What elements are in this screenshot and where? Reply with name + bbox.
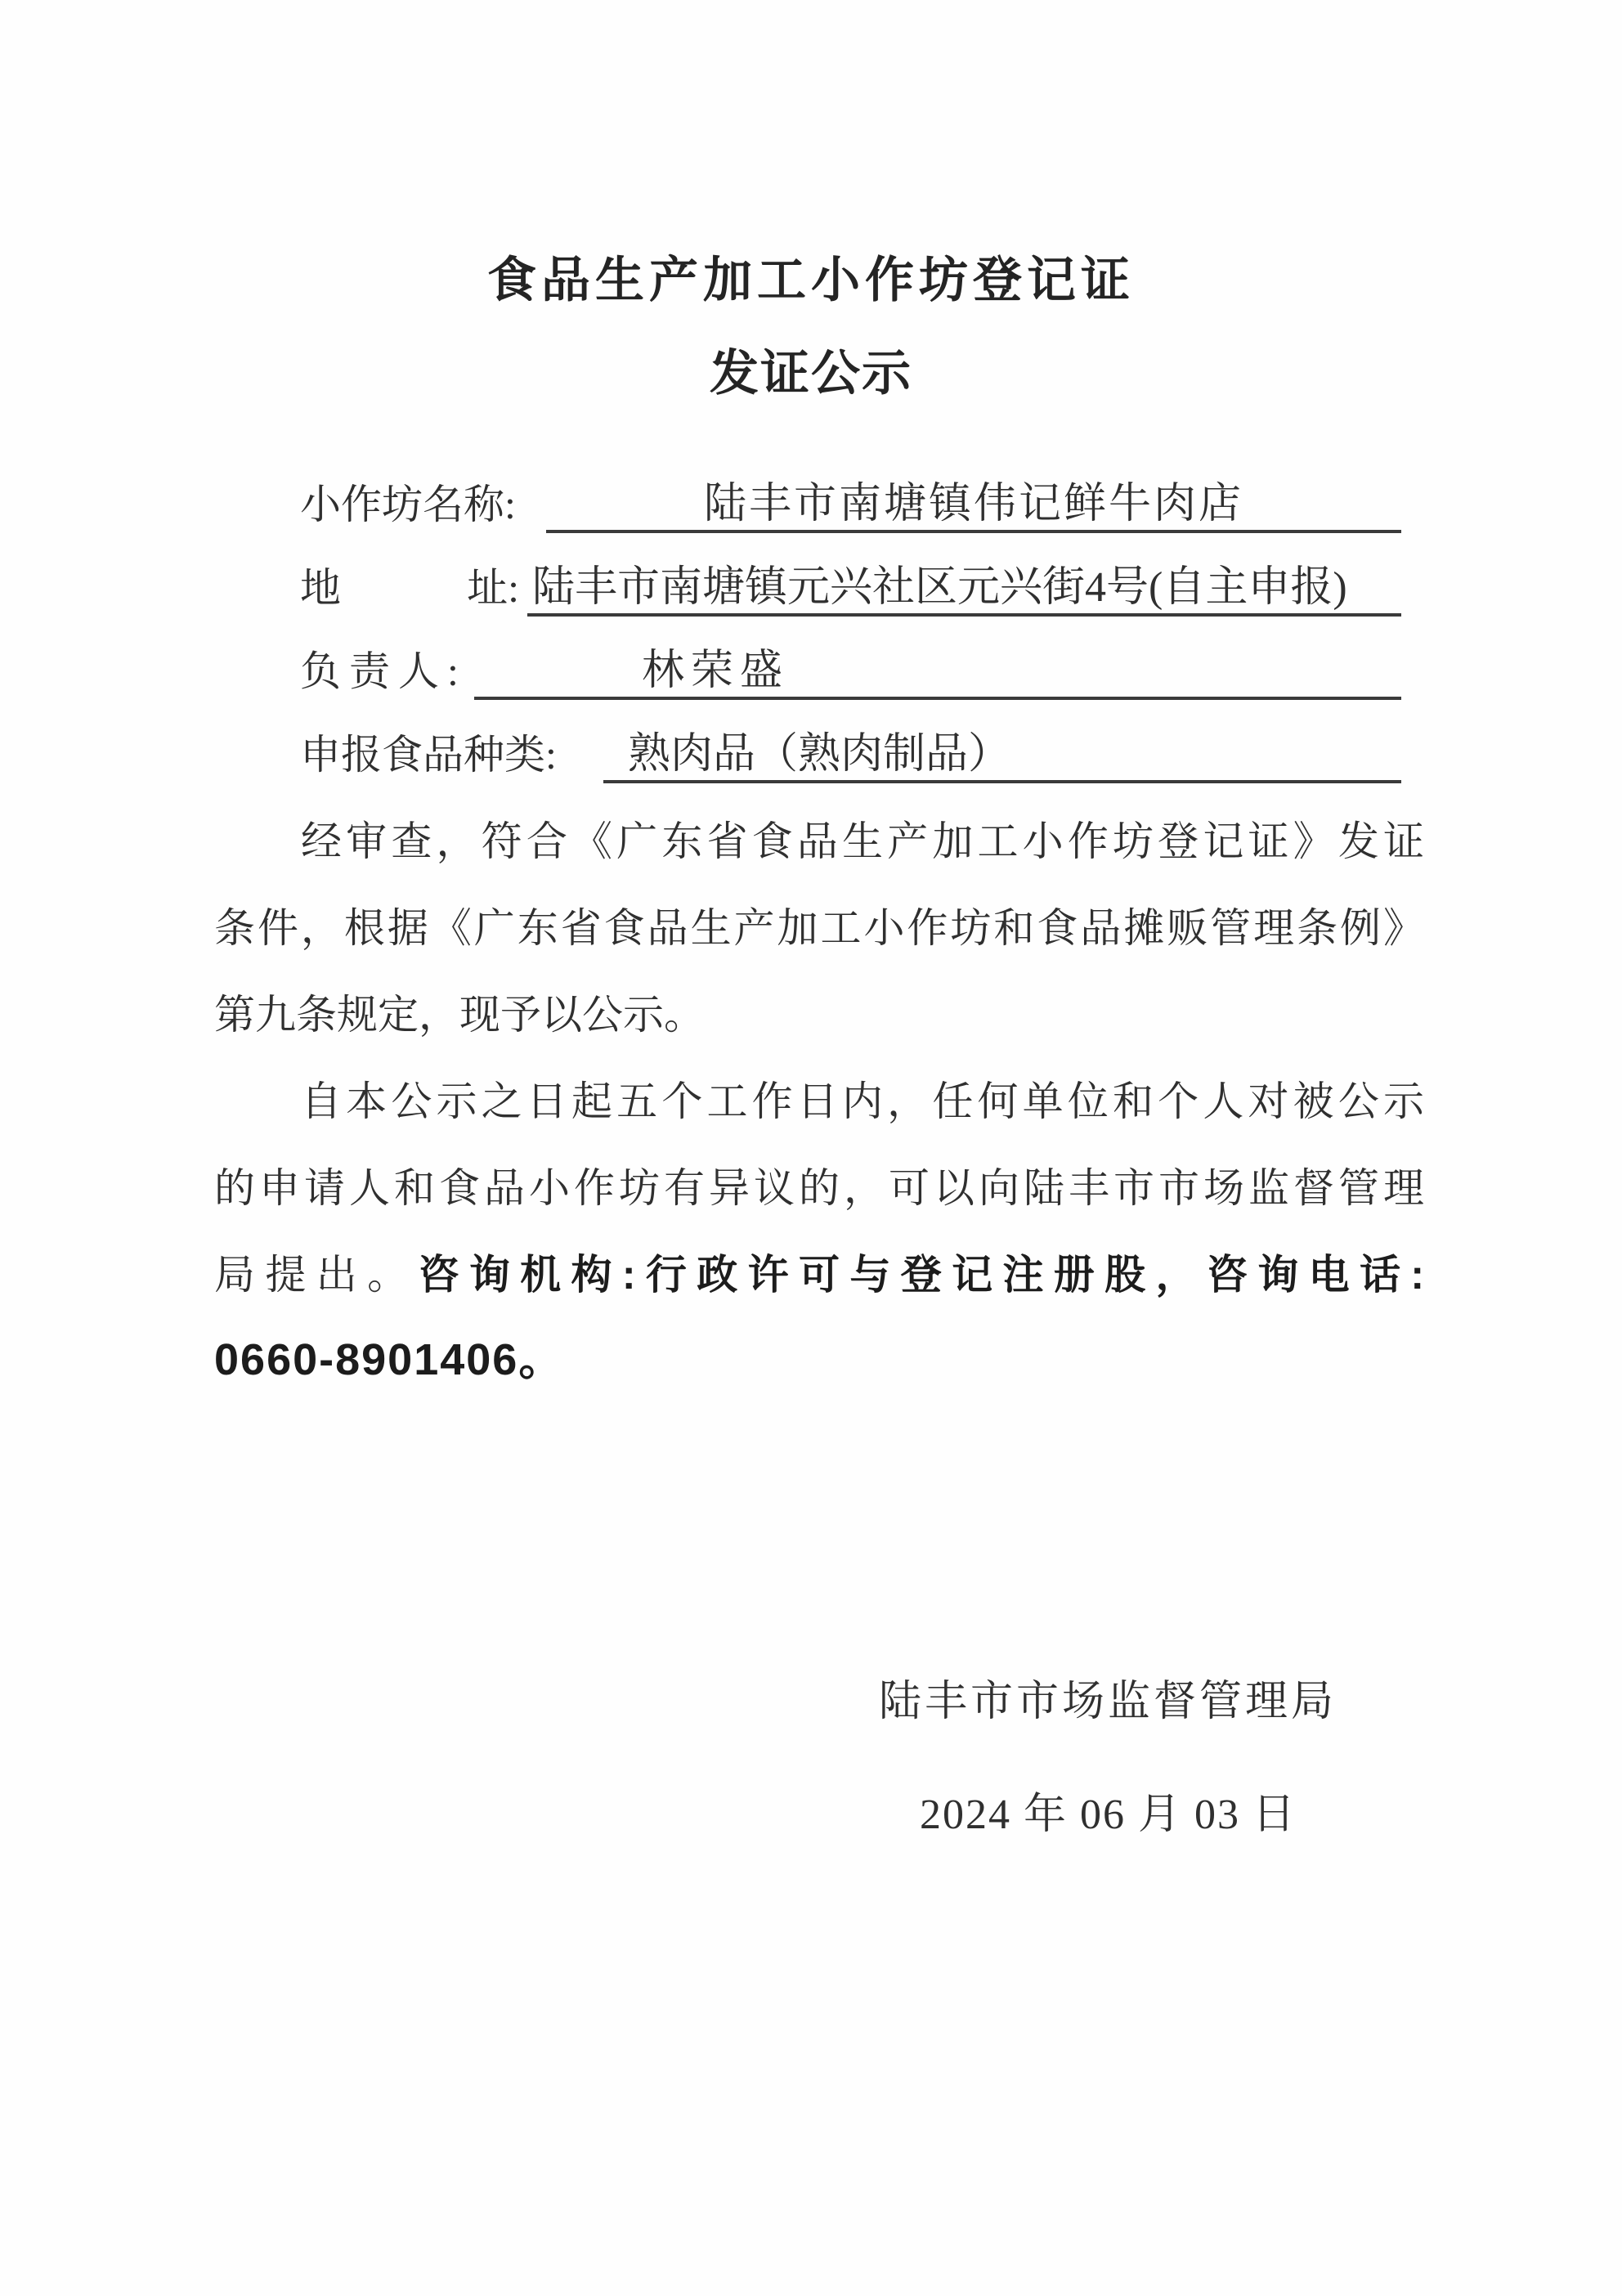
issuing-agency: 陆丰市市场监督管理局 [879, 1679, 1337, 1725]
food-category-underline [603, 731, 1401, 783]
paragraph1-line3: 第九条规定，现予以公示。 [214, 992, 705, 1038]
paragraph1-line1: 经审查，符合《广东省食品生产加工小作坊登记证》发证 [301, 818, 1424, 864]
person-in-charge-underline [474, 648, 1401, 700]
paragraph2-line1: 自本公示之日起五个工作日内，任何单位和个人对被公示 [301, 1078, 1424, 1124]
contact-phone-line: 0660-8901406。 [214, 1335, 565, 1384]
workshop-name-label: 小作坊名称: [300, 482, 516, 527]
issue-date: 2024 年 06 月 03 日 [920, 1792, 1297, 1838]
paragraph2-line3 [214, 1251, 1424, 1300]
person-in-charge-value: 林荣盛 [642, 648, 790, 694]
food-category-label: 申报食品种类: [300, 732, 557, 778]
person-in-charge-label: 负责人: [300, 648, 467, 694]
address-label-left: 地 [300, 565, 341, 611]
paragraph2-line3-bold: 咨询机构:行政许可与登记注册股，咨询电话: [418, 1252, 1424, 1298]
address-value: 陆丰市南塘镇元兴社区元兴街4号(自主申报) [532, 564, 1347, 611]
document-title: 食品生产加工小作坊登记证 [487, 253, 1135, 307]
food-category-value: 熟肉品（熟肉制品） [628, 731, 1011, 778]
paragraph2-line2: 的申请人和食品小作坊有异议的，可以向陆丰市市场监督管理 [214, 1165, 1424, 1211]
paragraph2-line3-regular: 局提出。 [214, 1252, 419, 1298]
address-label [300, 564, 519, 612]
address-underline [527, 564, 1401, 617]
address-label-right: 址: [467, 565, 519, 611]
paragraph1-line2: 条件，根据《广东省食品生产加工小作坊和食品摊贩管理条例》 [214, 905, 1424, 951]
workshop-name-value: 陆丰市南塘镇伟记鲜牛肉店 [703, 481, 1243, 527]
workshop-name-underline [546, 481, 1401, 533]
document-subtitle: 发证公示 [710, 346, 912, 401]
